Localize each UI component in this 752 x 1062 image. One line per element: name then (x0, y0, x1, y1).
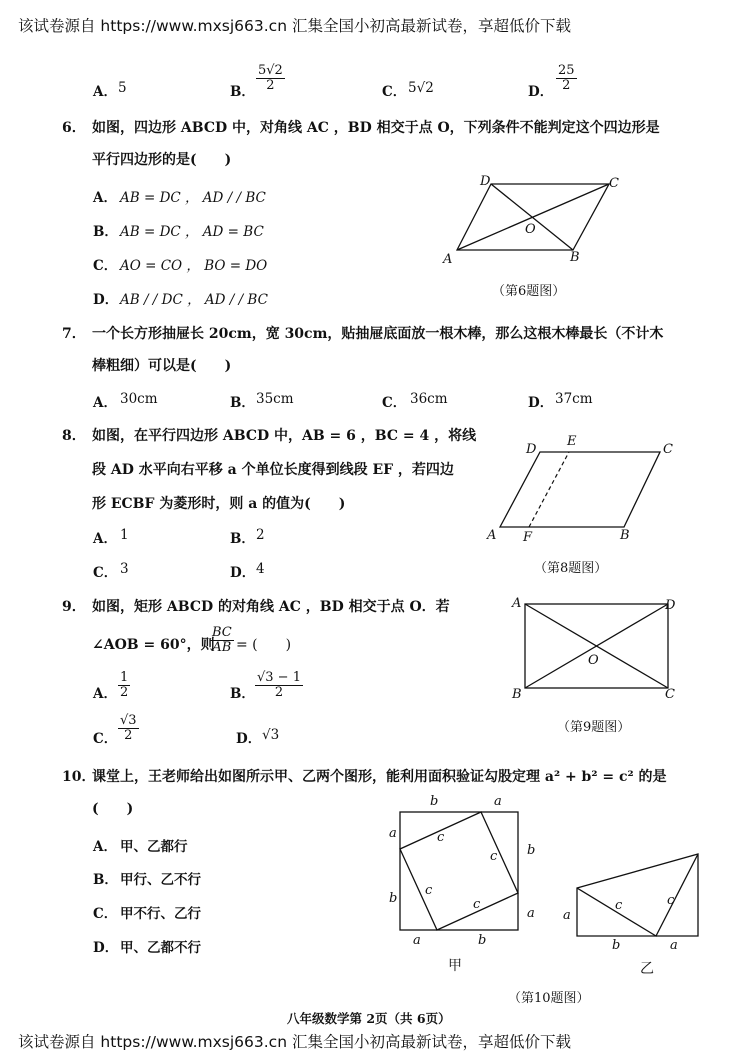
q10-option-b-label: B． (93, 872, 118, 888)
q6-option-d-label: D． (93, 292, 119, 308)
q7-stem-line2: 棒粗细）可以是( ) (92, 358, 232, 374)
q8-caption: （第8题图） (534, 561, 608, 576)
q6-option-c-text: AO = CO ， BO = DO (120, 258, 268, 274)
q10-jia-b-right: b (527, 843, 536, 858)
q10-yi-b-bottom: b (612, 938, 621, 953)
q9-option-d-text: √3 (262, 727, 280, 743)
q9-option-c-fraction (118, 714, 139, 742)
q10-jia-c-3: c (425, 883, 433, 898)
q8-option-c-text: 3 (120, 561, 129, 577)
q10-yi-a-bottom: a (670, 938, 678, 953)
q5-b-label: B． (230, 84, 255, 100)
q10-jia-a-top: a (494, 794, 502, 809)
q10-option-c-text: 甲不行、乙行 (120, 906, 201, 922)
q7-option-d-label: D． (528, 395, 554, 411)
q9-ratio-fraction (210, 626, 234, 654)
q7-stem-line1: 一个长方形抽屉长 20cm，宽 30cm，贴抽屉底面放一根木棒，那么这根木棒最长（不计木 (92, 326, 664, 342)
q8-option-d-text: 4 (256, 561, 265, 577)
q7-option-b-text: 35cm (256, 391, 294, 407)
q5-c-label: C． (382, 84, 407, 100)
q10-figure-yi (570, 850, 710, 940)
q7-option-d-text: 37cm (555, 391, 593, 407)
q6-stem-line1: 如图，四边形 ABCD 中，对角线 AC ，BD 相交于点 O，下列条件不能判定这个四边形是 (92, 120, 660, 136)
q6-option-b-label: B． (93, 224, 118, 240)
q9-ratio-denominator: AB (212, 639, 232, 655)
q6-caption: （第6题图） (492, 284, 566, 299)
q8-label-b: B (620, 528, 630, 543)
q8-option-b-label: B． (230, 531, 255, 547)
q9-option-b-denominator: 2 (274, 684, 284, 700)
q9-label-a: A (512, 596, 522, 611)
q7-option-b-label: B． (230, 395, 255, 411)
q9-option-b-numerator: √3 − 1 (257, 670, 301, 685)
q9-stem-tail: = ( ) (236, 637, 292, 653)
q10-yi-c-1: c (615, 898, 623, 913)
q10-yi-a-left: a (563, 908, 571, 923)
q9-stem-line1: 如图，矩形 ABCD 的对角线 AC ，BD 相交于点 O．若 (92, 599, 450, 615)
q8-label-c: C (663, 442, 673, 457)
q5-d-denominator: 2 (562, 77, 571, 93)
q10-figure-jia (398, 810, 528, 940)
q10-yi-name: 乙 (640, 961, 654, 977)
q8-label-f: F (523, 530, 533, 545)
q10-jia-c-1: c (437, 830, 445, 845)
q9-option-b-fraction (255, 671, 303, 699)
q5-b-numerator: 5√2 (258, 63, 283, 78)
q10-caption: （第10题图） (508, 991, 590, 1006)
q8-label-e: E (567, 434, 577, 449)
q10-option-a-label: A． (93, 839, 117, 855)
q9-option-c-label: C． (93, 731, 118, 747)
q8-label-d: D (526, 442, 537, 457)
q9-option-c-numerator: √3 (120, 713, 137, 728)
q10-jia-a-right: a (527, 906, 535, 921)
q10-stem-line1: 课堂上，王老师给出如图所示甲、乙两个图形，能利用面积验证勾股定理 a² + b² = c² 的是 (92, 769, 667, 785)
q5-d-fraction (556, 64, 577, 92)
q6-label-d: D (480, 174, 491, 189)
q8-stem-line2: 段 AD 水平向右平移 a 个单位长度得到线段 EF ，若四边 (92, 462, 454, 478)
q10-stem-line2: ( ) (92, 801, 134, 817)
q7-number: 7． (62, 326, 86, 342)
q5-c-value: 5√2 (408, 80, 434, 96)
q8-option-b-text: 2 (256, 527, 265, 543)
q8-option-c-label: C． (93, 565, 118, 581)
q10-option-b-text: 甲行、乙不行 (120, 872, 201, 888)
q9-option-a-denominator: 2 (120, 684, 129, 700)
q9-label-c: C (665, 687, 675, 702)
q10-jia-a-bottom: a (413, 933, 421, 948)
q6-label-a: A (443, 252, 453, 267)
q10-jia-a-left: a (389, 826, 397, 841)
q9-caption: （第9题图） (557, 720, 631, 735)
q9-label-o: O (588, 653, 599, 668)
q6-option-c-label: C． (93, 258, 118, 274)
q8-option-d-label: D． (230, 565, 256, 581)
q7-option-a-label: A． (93, 395, 117, 411)
q8-figure (480, 430, 680, 540)
q9-option-a-numerator: 1 (120, 670, 129, 685)
page-number: 八年级数学第 2页（共 6页） (287, 1011, 451, 1026)
q5-b-fraction (256, 64, 285, 92)
q5-d-numerator: 25 (558, 63, 575, 78)
footer-watermark: 该试卷源自 https://www.mxsj663.cn 汇集全国小初高最新试卷，享超低价下载 (18, 1033, 571, 1051)
q8-option-a-text: 1 (120, 527, 129, 543)
q10-jia-name: 甲 (448, 958, 462, 974)
q8-label-a: A (487, 528, 497, 543)
q9-number: 9． (62, 599, 86, 615)
q6-label-o: O (525, 222, 536, 237)
q6-option-a-text: AB = DC ， AD / / BC (120, 190, 266, 206)
q10-jia-b-top: b (430, 794, 439, 809)
q8-option-a-label: A． (93, 531, 117, 547)
q10-jia-c-4: c (473, 897, 481, 912)
q9-ratio-numerator: BC (212, 625, 232, 640)
q9-option-a-fraction (118, 671, 130, 699)
q5-d-label: D． (528, 84, 554, 100)
q9-option-d-label: D． (236, 731, 262, 747)
q9-option-a-label: A． (93, 686, 117, 702)
q5-b-denominator: 2 (266, 77, 275, 93)
q9-angle-text: ∠AOB = 60°，则 (92, 637, 215, 653)
q10-option-a-text: 甲、乙都行 (120, 839, 188, 855)
q8-stem-line3: 形 ECBF 为菱形时，则 a 的值为( ) (92, 496, 346, 512)
q10-jia-c-2: c (490, 849, 498, 864)
q10-jia-b-bottom: b (478, 933, 487, 948)
q10-jia-b-left: b (389, 891, 398, 906)
q8-number: 8． (62, 428, 86, 444)
q7-option-c-label: C． (382, 395, 407, 411)
q8-stem-line1: 如图，在平行四边形 ABCD 中，AB = 6 ，BC = 4 ，将线 (92, 428, 477, 444)
q10-option-c-label: C． (93, 906, 118, 922)
q9-option-b-label: B． (230, 686, 255, 702)
q9-label-d: D (665, 598, 676, 613)
q5-a-label: A． (93, 84, 117, 100)
q7-option-a-text: 30cm (120, 391, 158, 407)
header-watermark: 该试卷源自 https://www.mxsj663.cn 汇集全国小初高最新试卷，享超低价下载 (18, 17, 571, 35)
q6-number: 6． (62, 120, 86, 136)
q6-option-a-label: A． (93, 190, 117, 206)
q6-label-b: B (570, 250, 580, 265)
q9-figure (510, 596, 690, 696)
q6-option-d-text: AB / / DC ， AD / / BC (120, 292, 268, 308)
q10-number: 10． (62, 769, 96, 785)
q6-label-c: C (609, 176, 619, 191)
q10-option-d-text: 甲、乙都不行 (120, 940, 201, 956)
q9-label-b: B (512, 687, 522, 702)
q7-option-c-text: 36cm (410, 391, 448, 407)
q10-option-d-label: D． (93, 940, 119, 956)
q6-option-b-text: AB = DC ， AD = BC (120, 224, 264, 240)
q9-option-c-denominator: 2 (124, 727, 133, 743)
q5-a-value: 5 (118, 80, 127, 96)
q10-yi-c-2: c (667, 893, 675, 908)
q6-stem-line2: 平行四边形的是( ) (92, 152, 232, 168)
